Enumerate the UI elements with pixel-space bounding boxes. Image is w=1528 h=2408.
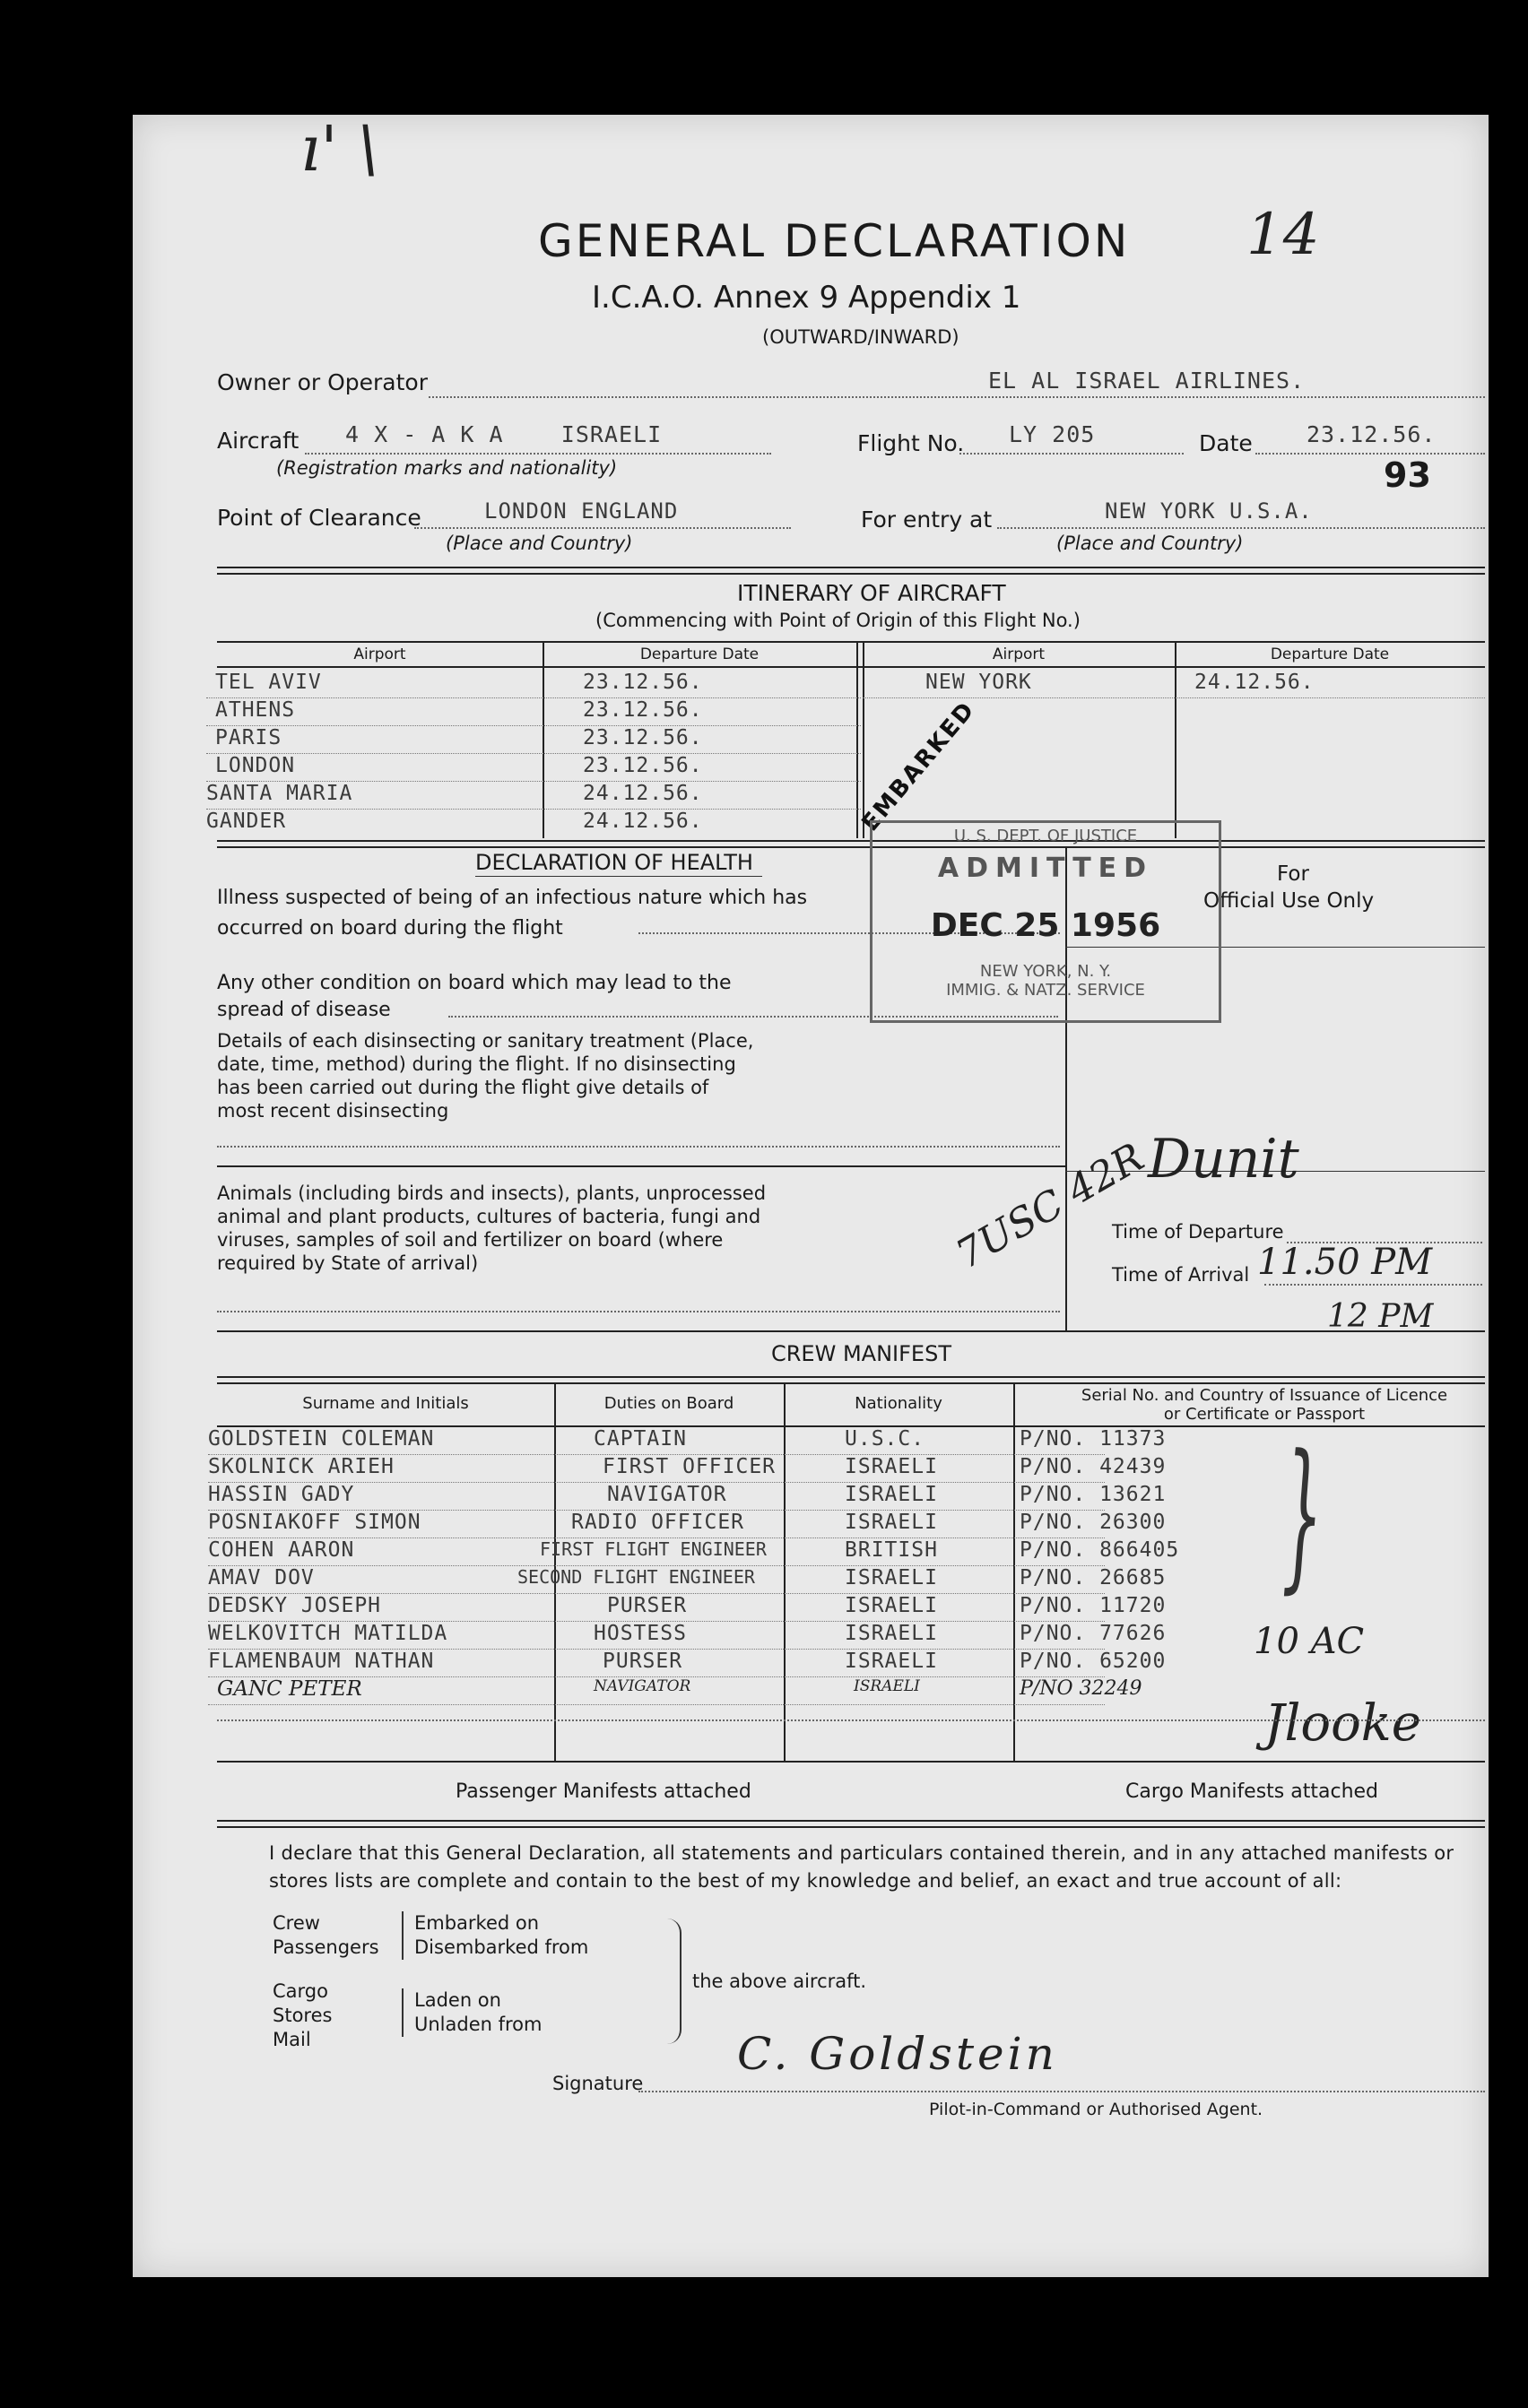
- aircraft-line: [305, 453, 771, 455]
- aircraft-label: Aircraft: [217, 428, 300, 454]
- crew-duty: RADIO OFFICER: [571, 1511, 745, 1534]
- crew-header-duty: Duties on Board: [603, 1394, 734, 1413]
- crew-duty: FIRST OFFICER: [603, 1455, 777, 1478]
- embark-group: [402, 1911, 588, 1960]
- table-row: [208, 1650, 1167, 1677]
- flight-line: [959, 453, 1184, 455]
- crew-name: HASSIN GADY: [208, 1483, 355, 1506]
- rule: [217, 666, 1485, 668]
- aircraft-note: (Registration marks and nationality): [276, 457, 618, 479]
- crew-name: GOLDSTEIN COLEMAN: [208, 1427, 435, 1451]
- crew-nationality: ISRAELI: [845, 1622, 938, 1645]
- crew-serial: P/NO. 42439: [1020, 1455, 1167, 1478]
- declaration-text: I declare that this General Declaration, all statements and particulars contained therein, and in any attached manifests or stores lists are complete and contain to the best of my knowledge and belief, an exact and true account of all:: [269, 1842, 1454, 1892]
- itin-date: 24.12.56.: [583, 782, 703, 805]
- official-initials: Jlooke: [1264, 1694, 1421, 1753]
- table-row: [208, 1511, 1167, 1538]
- owner-value: EL AL ISRAEL AIRLINES.: [988, 368, 1306, 394]
- stamp-line: IMMIG. & NATZ. SERVICE: [946, 981, 1145, 1000]
- owner-label: Owner or Operator: [217, 369, 428, 395]
- itin-airport: PARIS: [215, 726, 282, 749]
- table-row: [208, 1622, 1167, 1650]
- health-line: [217, 1311, 1060, 1312]
- embarked-stamp: EMBARKED: [856, 696, 981, 837]
- signature-label: Signature: [552, 2073, 644, 2094]
- stores-label: Stores: [273, 2005, 333, 2026]
- arrival-line: [1264, 1284, 1482, 1286]
- crew-header-nationality: Nationality: [855, 1394, 942, 1413]
- inspector-signature: Dunit: [1148, 1128, 1299, 1191]
- itinerary-left-list: [206, 671, 861, 836]
- aircraft-value: 4 X - A K A ISRAELI: [345, 421, 663, 447]
- stamp-admitted: ADMITTED: [937, 853, 1154, 884]
- itinerary-title: ITINERARY OF AIRCRAFT: [737, 580, 1006, 606]
- list-item: [206, 754, 861, 782]
- crew-nationality: ISRAELI: [845, 1483, 938, 1506]
- crew-name: SKOLNICK ARIEH: [208, 1455, 395, 1478]
- rule: [217, 1330, 1485, 1332]
- crew-serial: P/NO. 26300: [1020, 1511, 1167, 1534]
- crew-header-serial: Serial No. and Country of Issuance of Licence or Certificate or Passport: [1081, 1386, 1448, 1424]
- crew-duty: NAVIGATOR: [594, 1677, 691, 1695]
- passenger-manifests-label: Passenger Manifests attached: [456, 1780, 751, 1803]
- owner-line: [429, 396, 1485, 398]
- crew-passengers-group: [273, 1911, 379, 1960]
- captain-signature: C. Goldstein: [737, 2028, 1058, 2080]
- crew-nationality: ISRAELI: [854, 1677, 920, 1695]
- arrival-value-2: 12 PM: [1327, 1298, 1434, 1335]
- crew-duty: SECOND FLIGHT ENGINEER: [517, 1566, 755, 1588]
- crew-table-body: [208, 1427, 1180, 1705]
- date-line: [1255, 453, 1485, 455]
- crew-label: Crew: [273, 1912, 320, 1934]
- crew-serial: P/NO. 13621: [1020, 1483, 1167, 1506]
- crew-header-name: Surname and Initials: [302, 1394, 469, 1413]
- crew-nationality: U.S.C.: [845, 1427, 925, 1451]
- itin-date: 23.12.56.: [583, 754, 703, 777]
- rule: [217, 567, 1485, 568]
- crew-duty: FIRST FLIGHT ENGINEER: [540, 1538, 767, 1560]
- itin-airport: SANTA MARIA: [206, 782, 353, 805]
- crew-title: CREW MANIFEST: [771, 1341, 951, 1366]
- clearance-line: [414, 527, 791, 529]
- crew-nationality: ISRAELI: [845, 1511, 938, 1534]
- crew-nationality: BRITISH: [845, 1538, 938, 1562]
- table-row: [208, 1566, 1167, 1594]
- rule: [475, 876, 762, 877]
- list-item: [863, 671, 1485, 698]
- flight-label: Flight No.: [857, 430, 965, 456]
- crew-serial: P/NO 32249: [1020, 1677, 1142, 1700]
- crew-serial: P/NO. 77626: [1020, 1622, 1167, 1645]
- laden-group: [402, 1988, 543, 2037]
- entry-value: NEW YORK U.S.A.: [1105, 498, 1313, 524]
- mail-label: Mail: [273, 2029, 311, 2050]
- stamp-date: DEC 25 1956: [930, 907, 1161, 944]
- itinerary-right-list: [863, 671, 1485, 698]
- crew-duty: PURSER: [603, 1650, 683, 1673]
- list-item: [206, 810, 861, 836]
- cargo-manifests-label: Cargo Manifests attached: [1125, 1780, 1379, 1803]
- health-line: [217, 1146, 1060, 1148]
- crew-serial: P/NO. 866405: [1020, 1538, 1180, 1562]
- itin-date: 23.12.56.: [583, 671, 703, 694]
- crew-serial: P/NO. 65200: [1020, 1650, 1167, 1673]
- page-number-mark: 14: [1246, 202, 1320, 268]
- table-row: [208, 1483, 1167, 1511]
- departure-label: Time of Departure: [1112, 1221, 1284, 1243]
- health-other: Any other condition on board which may lead to the spread of disease: [217, 972, 732, 1021]
- health-title: DECLARATION OF HEALTH: [475, 850, 753, 875]
- unladen-label: Unladen from: [414, 2014, 543, 2035]
- crew-duty: NAVIGATOR: [607, 1483, 727, 1506]
- crew-name: AMAV DOV: [208, 1566, 315, 1589]
- itin-airport: LONDON: [215, 754, 296, 777]
- above-aircraft-label: the above aircraft.: [692, 1971, 867, 1992]
- itin-header-airport-2: Airport: [992, 645, 1046, 663]
- entry-label: For entry at: [861, 507, 993, 533]
- itin-airport: GANDER: [206, 810, 287, 833]
- rule: [217, 1820, 1485, 1822]
- embarked-label: Embarked on: [414, 1912, 540, 1934]
- health-illness: Illness suspected of being of an infectious nature which has occurred on board during the flight: [217, 887, 808, 940]
- table-row: [208, 1538, 1180, 1566]
- signer-title: Pilot-in-Command or Authorised Agent.: [929, 2100, 1263, 2119]
- crew-nationality: ISRAELI: [845, 1650, 938, 1673]
- rule: [217, 1826, 1485, 1828]
- clearance-note: (Place and Country): [446, 533, 633, 554]
- rule: [217, 1761, 1485, 1763]
- rule: [217, 1165, 1065, 1167]
- rule: [217, 573, 1485, 575]
- table-row: [208, 1594, 1167, 1622]
- itin-airport: TEL AVIV: [215, 671, 322, 694]
- itin-airport: ATHENS: [215, 698, 296, 722]
- crew-name: GANC PETER: [217, 1677, 362, 1701]
- crew-nationality: ISRAELI: [845, 1455, 938, 1478]
- crew-name: DEDSKY JOSEPH: [208, 1594, 382, 1617]
- crew-serial: P/NO. 11720: [1020, 1594, 1167, 1617]
- arrival-value: 11.50 PM: [1257, 1242, 1433, 1283]
- date-label: Date: [1199, 430, 1253, 456]
- itin-header-date: Departure Date: [639, 645, 760, 663]
- table-row: [208, 1677, 1142, 1705]
- form-title: GENERAL DECLARATION: [538, 215, 1131, 267]
- crew-name: COHEN AARON: [208, 1538, 355, 1562]
- health-animals: Animals (including birds and insects), plants, unprocessed animal and plant products, cultures of bacteria, fungi and viruses, samples of soil and fertilizer on board (where required by State of arrival): [217, 1182, 767, 1274]
- crew-duty: PURSER: [607, 1594, 688, 1617]
- rule: [217, 1376, 1485, 1378]
- itin-airport: NEW YORK: [925, 671, 1032, 694]
- table-row: [208, 1455, 1167, 1483]
- clearance-value: LONDON ENGLAND: [484, 498, 679, 524]
- admitted-stamp: [870, 820, 1221, 1023]
- rule: [217, 840, 1485, 842]
- cargo-label: Cargo: [273, 1980, 328, 2002]
- list-item: [206, 726, 861, 754]
- official-title: For: [1277, 862, 1309, 886]
- document-number: 93: [1384, 455, 1431, 495]
- brace-line: [667, 1919, 682, 2044]
- rule: [217, 1382, 1485, 1384]
- passengers-label: Passengers: [273, 1936, 379, 1958]
- crew-name: POSNIAKOFF SIMON: [208, 1511, 421, 1534]
- form-direction: (OUTWARD/INWARD): [762, 326, 959, 348]
- crew-serial: P/NO. 11373: [1020, 1427, 1167, 1451]
- list-item: [206, 782, 861, 810]
- table-row: [208, 1427, 1167, 1455]
- clearance-label: Point of Clearance: [217, 505, 421, 531]
- laden-label: Laden on: [414, 1989, 501, 2011]
- crew-line: [217, 1719, 1485, 1721]
- crew-nationality: ISRAELI: [845, 1594, 938, 1617]
- itinerary-subtitle: (Commencing with Point of Origin of this Flight No.): [595, 610, 1081, 631]
- health-disinsecting: Details of each disinsecting or sanitary treatment (Place, date, time, method) during the flight. If no disinsecting has been carried out during the flight give details of most recent disinsecting: [217, 1030, 754, 1122]
- list-item: [206, 671, 861, 698]
- official-title-2: Official Use Only: [1203, 889, 1375, 913]
- signature-line: [638, 2091, 1485, 2092]
- itin-date: 23.12.56.: [583, 698, 703, 722]
- handwritten-code: 7USC 42R: [948, 1134, 1152, 1278]
- form-subtitle: I.C.A.O. Annex 9 Appendix 1: [592, 280, 1021, 316]
- date-value: 23.12.56.: [1307, 421, 1437, 447]
- itin-date: 24.12.56.: [583, 810, 703, 833]
- itin-date: 23.12.56.: [583, 726, 703, 749]
- list-item: [206, 698, 861, 726]
- itin-header-date-2: Departure Date: [1270, 645, 1390, 663]
- crew-nationality: ISRAELI: [845, 1566, 938, 1589]
- brace-mark: }: [1281, 1421, 1324, 1608]
- entry-note: (Place and Country): [1056, 533, 1244, 554]
- cargo-group: [273, 1979, 332, 2052]
- crew-name: WELKOVITCH MATILDA: [208, 1622, 448, 1645]
- crew-name: FLAMENBAUM NATHAN: [208, 1650, 435, 1673]
- rule: [217, 846, 1485, 848]
- margin-note: 10 AC: [1254, 1621, 1365, 1662]
- stamp-line: NEW YORK, N. Y.: [979, 962, 1112, 981]
- stamp-line: U. S. DEPT. OF JUSTICE: [953, 827, 1138, 845]
- itin-header-airport: Airport: [353, 645, 406, 663]
- rule: [217, 641, 1485, 643]
- entry-line: [997, 527, 1485, 529]
- itin-date: 24.12.56.: [1194, 671, 1315, 694]
- disembarked-label: Disembarked from: [414, 1936, 589, 1958]
- crew-serial: P/NO. 26685: [1020, 1566, 1167, 1589]
- corner-mark: ı' \: [300, 112, 379, 186]
- crew-duty: HOSTESS: [594, 1622, 687, 1645]
- flight-value: LY 205: [1009, 421, 1096, 447]
- crew-duty: CAPTAIN: [594, 1427, 687, 1451]
- arrival-label: Time of Arrival: [1112, 1264, 1250, 1286]
